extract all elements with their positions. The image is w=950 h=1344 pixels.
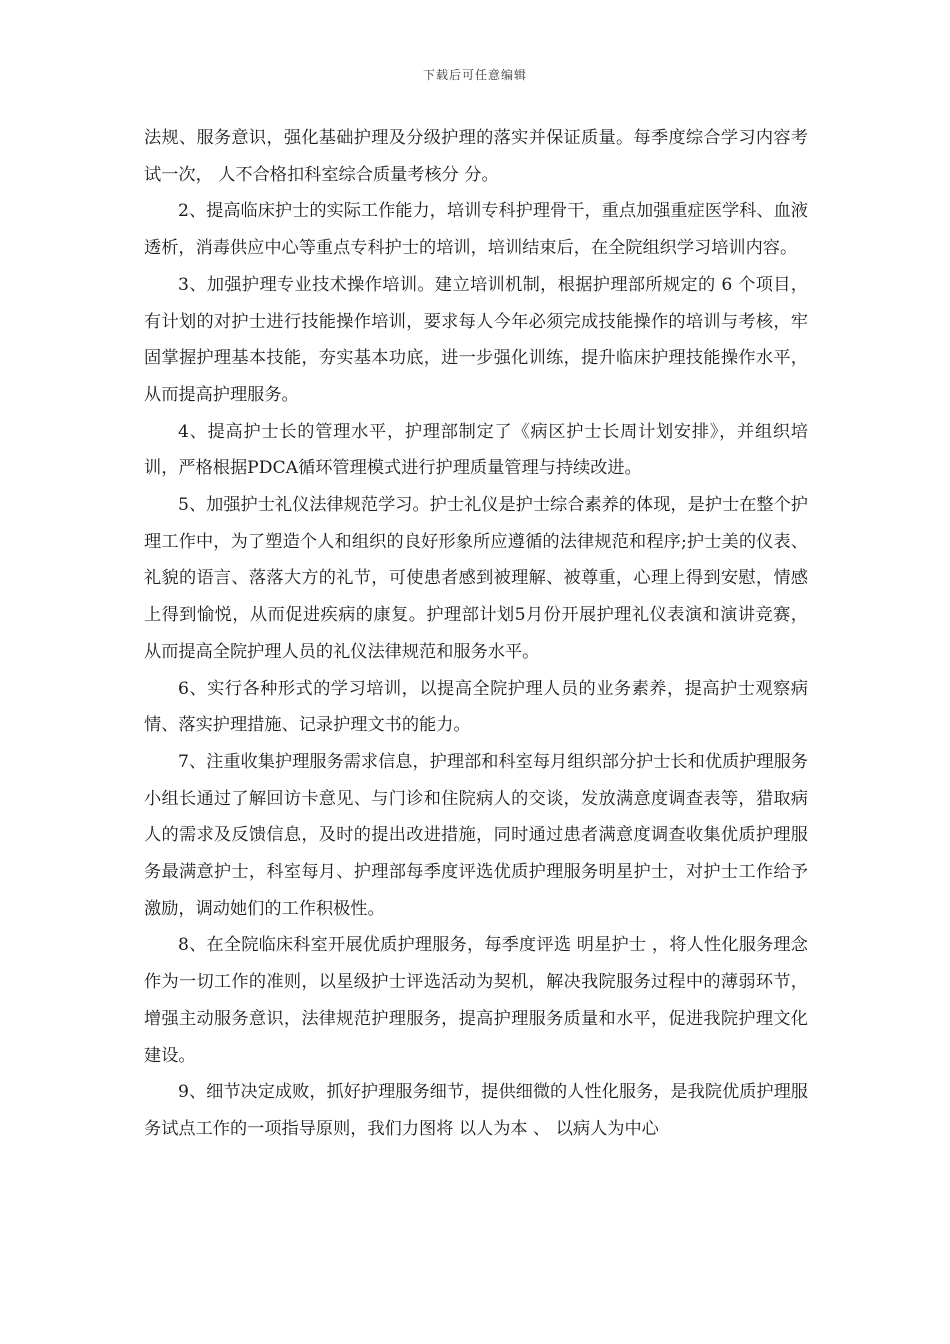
paragraph-1: 法规、服务意识，强化基础护理及分级护理的落实并保证质量。每季度综合学习内容考试一次， 人不合格扣科室综合质量考核分 分。 [144,128,808,185]
paragraph-2: 2、提高临床护士的实际工作能力，培训专科护理骨干，重点加强重症医学科、血液透析，消毒供应中心等重点专科护士的培训，培训结束后，在全院组织学习培训内容。 [144,201,808,259]
document-body [144,120,808,1148]
paragraph-6: 6、实行各种形式的学习培训，以提高全院护理人员的业务素养，提高护士观察病情、落实护理措施、记录护理文书的能力。 [144,678,808,736]
paragraph-4: 4、提高护士长的管理水平，护理部制定了《病区护士长周计划安排》，并组织培训，严格根据PDCA循环管理模式进行护理质量管理与持续改进。 [144,421,808,479]
paragraph-8: 8、在全院临床科室开展优质护理服务，每季度评选 明星护士 ，将人性化服务理念作为一切工作的准则，以星级护士评选活动为契机，解决我院服务过程中的薄弱环节，增强主动服务意识，法律规范护理服务，提高护理服务质量和水平，促进我院护理文化建设。 [144,935,808,1066]
paragraph-9: 9、细节决定成败，抓好护理服务细节，提供细微的人性化服务，是我院优质护理服务试点工作的一项指导原则，我们力图将 以人为本 、 以病人为中心 [144,1082,808,1139]
paragraph-7: 7、注重收集护理服务需求信息，护理部和科室每月组织部分护士长和优质护理服务小组长通过了解回访卡意见、与门诊和住院病人的交谈，发放满意度调查表等，猎取病人的需求及反馈信息，及时的提出改进措施，同时通过患者满意度调查收集优质护理服务最满意护士，科室每月、护理部每季度评选优质护理服务明星护士，对护士工作给予激励，调动她们的工作积极性。 [144,751,808,919]
paragraph-5: 5、加强护士礼仪法律规范学习。护士礼仪是护士综合素养的体现，是护士在整个护理工作中，为了塑造个人和组织的良好形象所应遵循的法律规范和程序;护士美的仪表、礼貌的语言、落落大方的礼节，可使患者感到被理解、被尊重，心理上得到安慰，情感上得到愉悦，从而促进疾病的康复。护理部计划5月份开展护理礼仪表演和演讲竞赛，从而提高全院护理人员的礼仪法律规范和服务水平。 [144,495,808,662]
paragraph-3: 3、加强护理专业技术操作培训。建立培训机制，根据护理部所规定的 6 个项目，有计划的对护士进行技能操作培训，要求每人今年必须完成技能操作的培训与考核，牢固掌握护理基本技能，夯实基本功底，进一步强化训练，提升临床护理技能操作水平，从而提高护理服务。 [144,274,808,405]
page-header: 下载后可任意编辑 [422,68,527,82]
